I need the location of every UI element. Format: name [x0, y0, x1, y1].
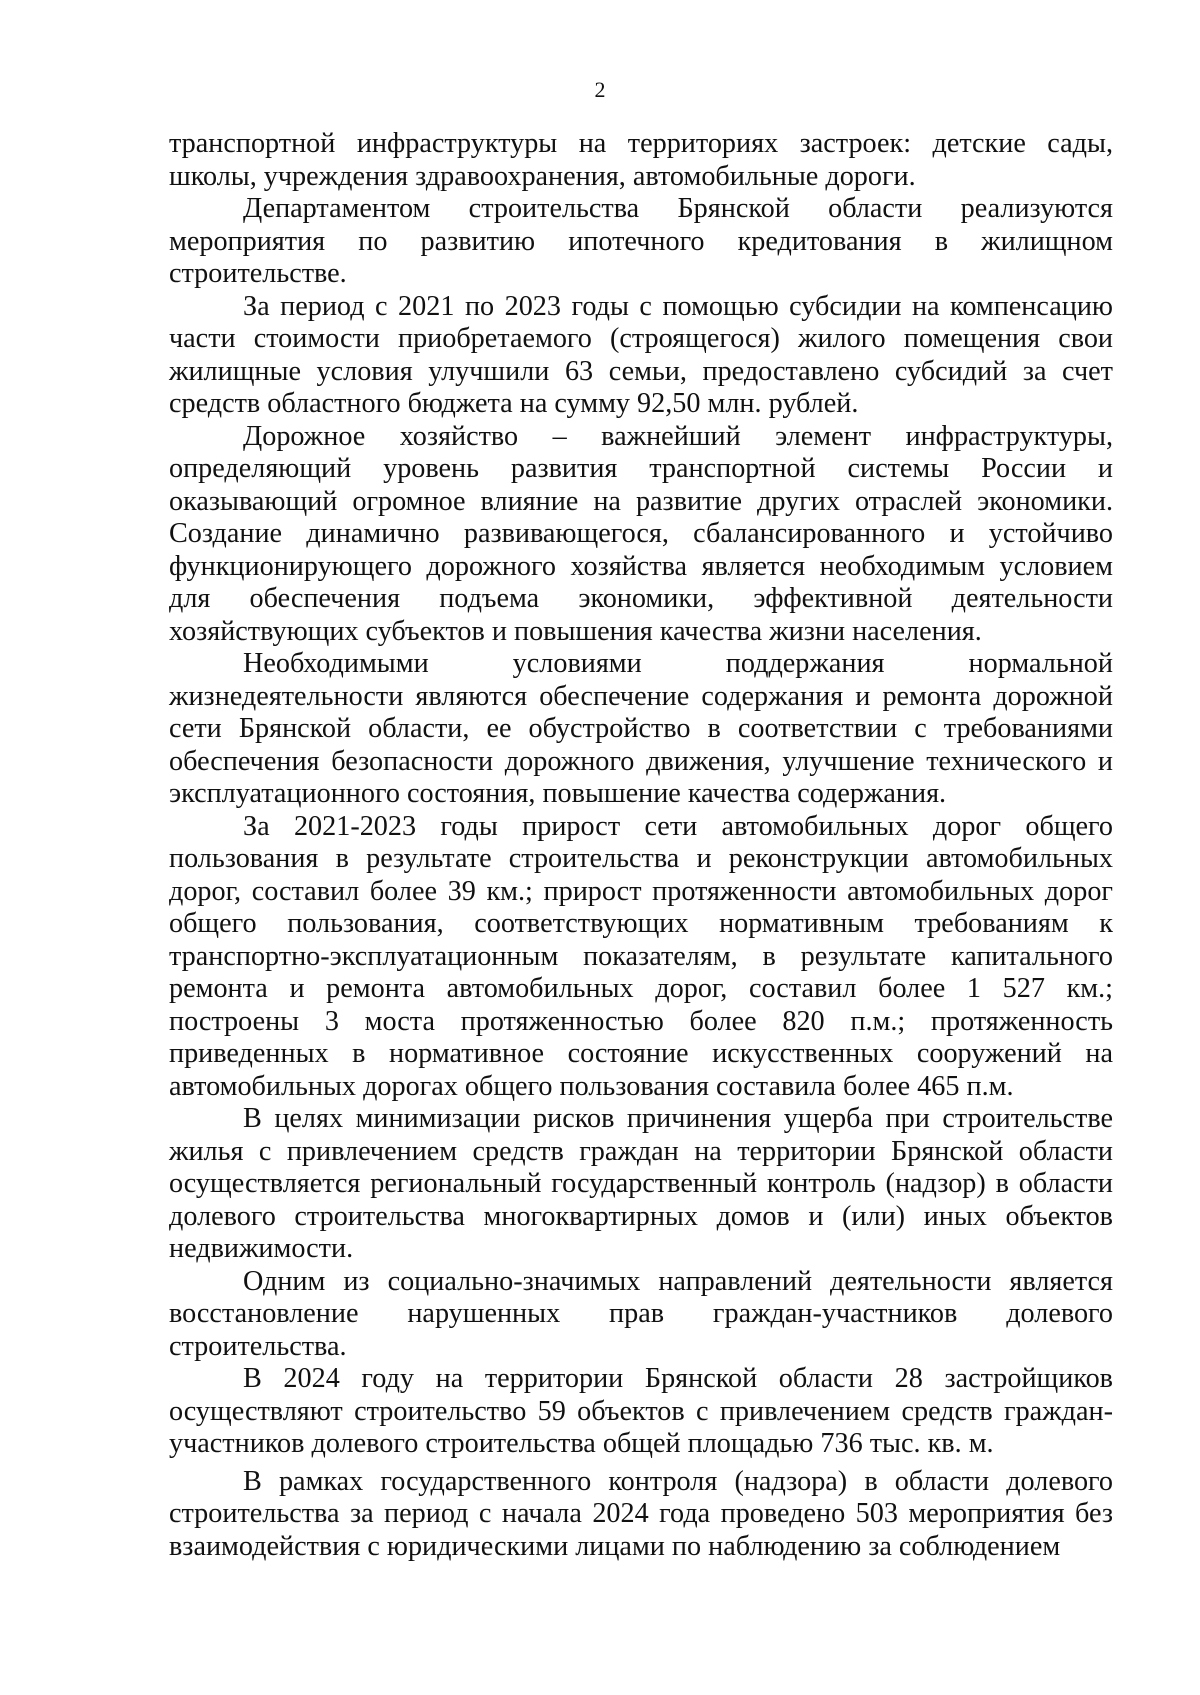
paragraph-rights-restoration: Одним из социально-значимых направлений деятельности является восстановление нарушенных прав граждан-участников долевого строительства. — [169, 1265, 1113, 1362]
paragraph-housing-subsidies: За период с 2021 по 2023 годы с помощью субсидии на компенсацию части стоимости приобретаемого (строящегося) жилого помещения свои жилищные условия улучшили 63 семьи, предоставлено субсидий за счет средств областного бюджета на сумму 92,50 млн. рублей. — [169, 290, 1113, 419]
page-number: 2 — [594, 77, 606, 102]
document-body — [169, 128, 1113, 1563]
paragraph-road-economy: Дорожное хозяйство – важнейший элемент инфраструктуры, определяющий уровень развития транспортной системы России и оказывающий огромное влияние на развитие других отраслей экономики. Создание динамично развивающегося, сбалансированного и устойчиво функционирующего дорожного хозяйства является необходимым условием для обеспечения подъема экономики, эффективной деятельности хозяйствующих субъектов и повышения качества жизни населения. — [169, 420, 1113, 647]
paragraph-shared-construction-control: В целях минимизации рисков причинения ущерба при строительстве жилья с привлечением средств граждан на территории Брянской области осуществляется региональный государственный контроль (надзор) в области долевого строительства многоквартирных домов и (или) иных объектов недвижимости. — [169, 1103, 1113, 1264]
paragraph-developers-2024: В 2024 году на территории Брянской области 28 застройщиков осуществляют строительство 59 объектов с привлечением средств граждан-участников долевого строительства общей площадью 736 тыс. кв. м. — [169, 1363, 1113, 1459]
paragraph-control-measures: В рамках государственного контроля (надзора) в области долевого строительства за период с начала 2024 года проведено 503 мероприятия без взаимодействия с юридическими лицами по наблюдению за соблюдением — [169, 1465, 1113, 1562]
paragraph-road-maintenance: Необходимыми условиями поддержания нормальной жизнедеятельности являются обеспечение содержания и ремонта дорожной сети Брянской области, ее обустройство в соответствии с требованиями обеспечения безопасности дорожного движения, улучшение технического и эксплуатационного состояния, повышение качества содержания. — [169, 648, 1113, 809]
paragraph-mortgage-lending: Департаментом строительства Брянской области реализуются мероприятия по развитию ипотечного кредитования в жилищном строительстве. — [169, 193, 1113, 289]
paragraph-transport-infrastructure: транспортной инфраструктуры на территориях застроек: детские сады, школы, учреждения здравоохранения, автомобильные дороги. — [169, 128, 1113, 192]
paragraph-road-network-growth: За 2021-2023 годы прирост сети автомобильных дорог общего пользования в результате строительства и реконструкции автомобильных дорог, составил более 39 км.; прирост протяженности автомобильных дорог общего пользования, соответствующих нормативным требованиям к транспортно-эксплуатационным показателям, в результате капитального ремонта и ремонта автомобильных дорог, составил более 1 527 км.; построены 3 моста протяженностью более 820 п.м.; протяженность приведенных в нормативное состояние искусственных сооружений на автомобильных дорогах общего пользования составила более 465 п.м. — [169, 810, 1113, 1102]
